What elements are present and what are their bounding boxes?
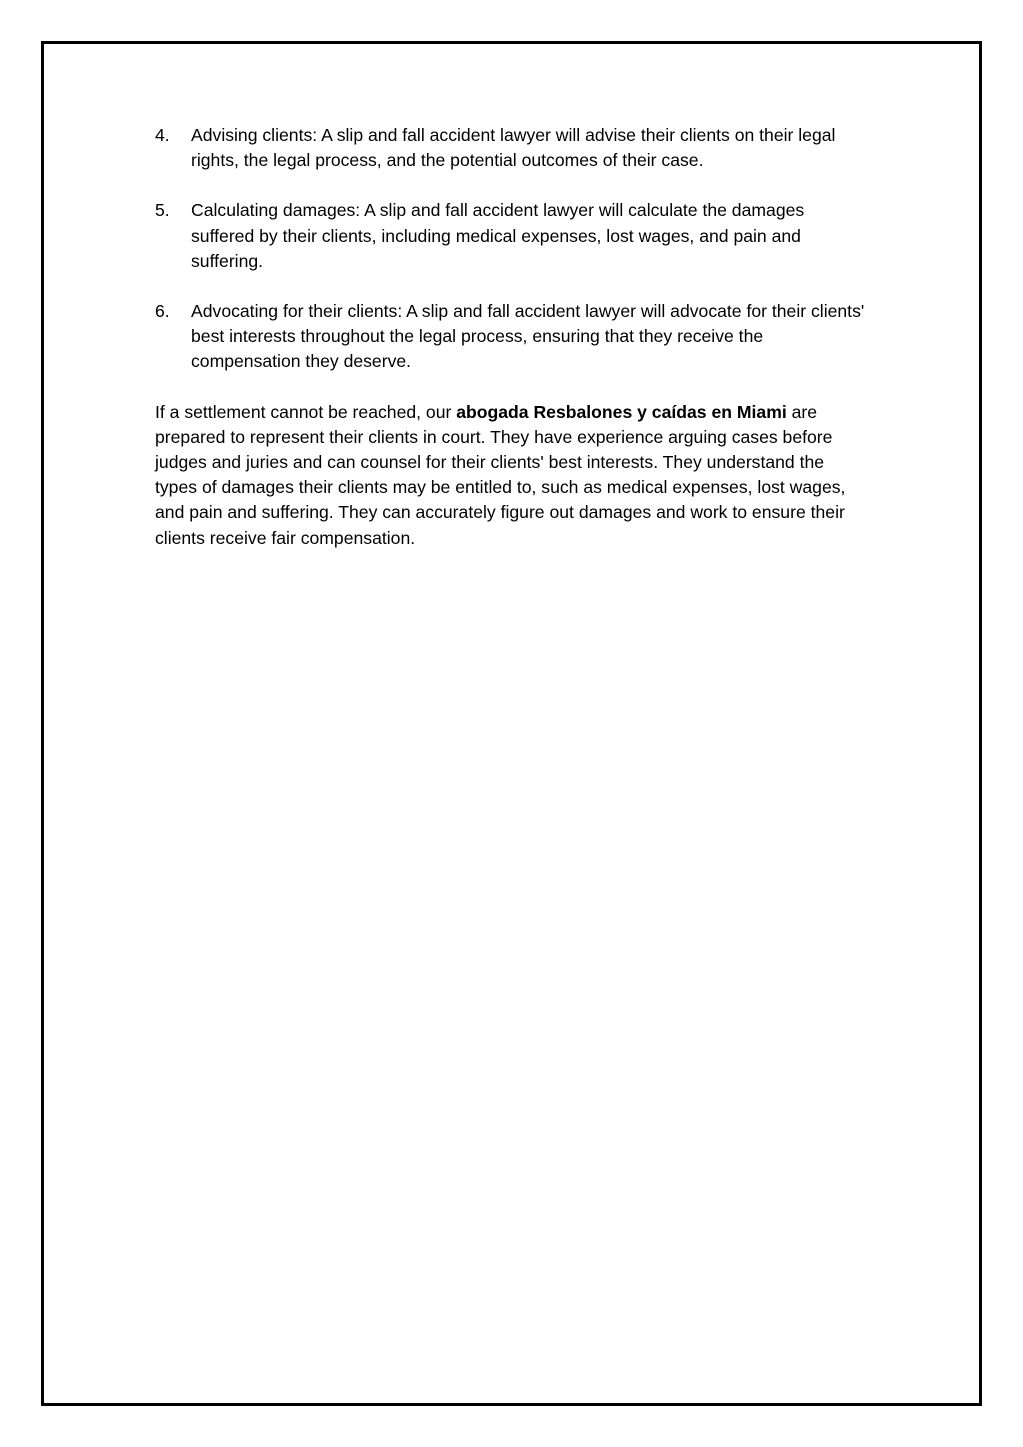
closing-text-start: If a settlement cannot be reached, our (155, 401, 457, 422)
list-item (155, 198, 870, 274)
list-item (155, 299, 870, 375)
document-body (155, 123, 870, 551)
closing-paragraph (155, 400, 870, 551)
list-item-text: Advising clients: A slip and fall accident lawyer will advise their clients on their legal rights, the legal process, and the potential outcomes of their case. (191, 125, 836, 171)
list-item-text: Advocating for their clients: A slip and fall accident lawyer will advocate for their clients' best interests throughout the legal process, ensuring that they receive the compensation they deserve. (191, 301, 865, 372)
list-number: 5. (155, 200, 170, 221)
closing-text-end: are prepared to represent their clients in court. They have experience arguing cases before judges and juries and can counsel for their clients' best interests. They understand the types of damages their clients may be entitled to, such as medical expenses, lost wages, and pain and suffering. They can accurately figure out damages and work to ensure their clients receive fair compensation. (155, 401, 846, 548)
list-number: 4. (155, 125, 170, 145)
list-item (155, 123, 870, 173)
numbered-list (155, 123, 870, 375)
list-number: 6. (155, 301, 170, 322)
list-item-text: Calculating damages: A slip and fall accident lawyer will calculate the damages suffered by their clients, including medical expenses, lost wages, and pain and suffering. (191, 200, 805, 271)
highlighted-keyword: abogada Resbalones y caídas en Miami (456, 401, 787, 422)
